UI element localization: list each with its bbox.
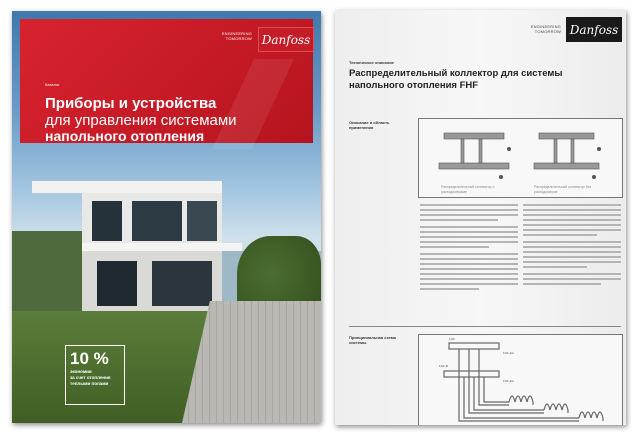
savings-badge	[65, 345, 125, 405]
savings-text-3: теплыми полами	[70, 381, 109, 386]
label-fhf-ea: FHF-EA	[503, 351, 514, 355]
cover-header	[20, 19, 313, 143]
label-fhf-b: FHF-B	[439, 364, 448, 368]
section-schema-label: Принципиальная схема системы	[349, 335, 396, 345]
category-label: Техническое описание	[349, 60, 394, 65]
savings-value: 10 %	[70, 349, 109, 368]
caption-without-flowmeters: Распределительный коллектор без расходомеров	[534, 185, 592, 194]
tagline: ENGINEERING TOMORROW	[530, 24, 561, 34]
cover-title-line3: напольного отопления	[45, 128, 205, 144]
title-line2: напольного отопления FHF	[349, 80, 479, 91]
tagline: ENGINEERING TOMORROW	[221, 31, 252, 41]
danfoss-logo: Danfoss	[566, 17, 622, 42]
system-diagram	[418, 334, 623, 425]
category-label: Каталог	[45, 82, 60, 87]
heating-loop-diagram	[419, 335, 624, 425]
savings-text-2: за счет отопления	[70, 375, 111, 380]
catalog-cover-page	[12, 11, 321, 423]
savings-text-1: экономии	[70, 369, 92, 374]
body-text-column-right	[523, 204, 621, 288]
section-description-label: Описание и область применения	[349, 120, 390, 130]
datasheet-page	[335, 10, 626, 425]
label-fhf: FHF	[449, 337, 455, 341]
cover-title-line2: для управления системами	[45, 112, 237, 129]
manifold-images	[418, 118, 623, 198]
divider	[349, 326, 621, 327]
danfoss-logo: Danfoss	[258, 27, 314, 52]
caption-with-flowmeters: Распределительный коллектор с расходомерами	[441, 185, 495, 194]
title-line1: Распределительный коллектор для системы	[349, 68, 563, 79]
label-fhf-ea-2: FHF-EA	[503, 379, 514, 383]
body-text-column-left	[420, 204, 518, 293]
datasheet-title	[349, 68, 563, 92]
manifold-illustrations	[419, 119, 624, 185]
cover-title-line1: Приборы и устройства	[45, 95, 217, 112]
